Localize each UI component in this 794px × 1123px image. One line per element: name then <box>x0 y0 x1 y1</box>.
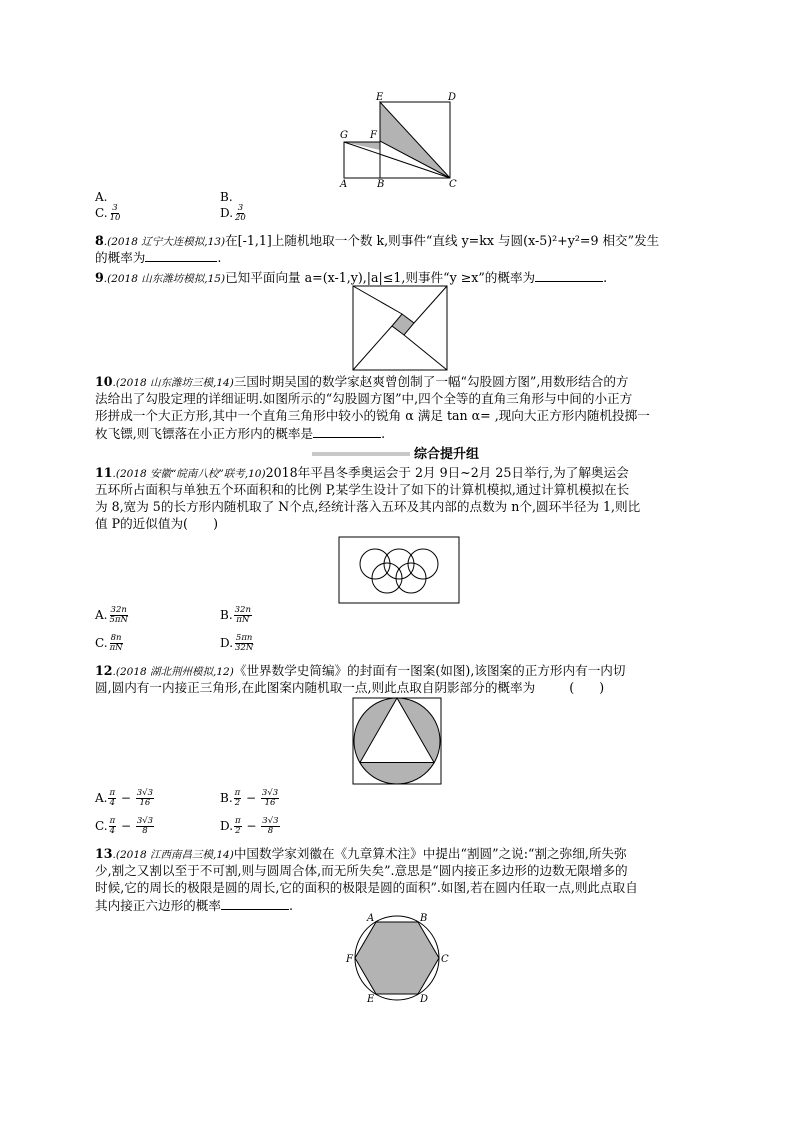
fig5-label-E: E <box>367 994 375 1003</box>
figure-pythagorean-square <box>352 285 448 371</box>
q10-line-3: 形拼成一个大正方形,其中一个直角三角形中较小的锐角 α 满足 tan α= ,现向大正方形内随机投掷一 <box>95 408 650 423</box>
q13-line-4: 其内接正六边形的概率 . <box>95 898 293 913</box>
q12-option-a: A. $\frac{\pi}{4}$ − $\frac{3√3}{16}$ <box>95 788 153 808</box>
fig1-label-C: C <box>449 179 457 190</box>
fig1-label-B: B <box>377 179 385 190</box>
q11-line-1: 11.(2018 安徽“皖南八校”联考,10)2018年平昌冬季奥运会于 2月 9日~2月 25日举行,为了解奥运会 <box>95 465 629 480</box>
q10-line-1: 10.(2018 山东潍坊三模,14)三国时期吴国的数学家赵爽曾创制了一幅“勾股圆方图”,用数形结合的方 <box>95 374 629 389</box>
q11-line-4: 值 P的近似值为( ) <box>95 516 219 531</box>
fig1-label-F: F <box>370 130 377 141</box>
q13-line-1: 13.(2018 江西南昌三模,14)中国数学家刘徽在《九章算术注》中提出“割圆”之说:“割之弥细,所失弥 <box>95 846 627 861</box>
q11-option-b: B. $\frac{32n}{\pi N}$ <box>220 605 251 625</box>
q7-option-a: A. <box>95 190 108 204</box>
figure-square-triangle <box>330 90 470 190</box>
q11-option-a: A. $\frac{32n}{5\pi N}$ <box>95 605 128 625</box>
fig1-label-E: E <box>376 92 384 103</box>
q12-line-1: 12.(2018 湖北荆州模拟,12)《世界数学史简编》的封面有一图案(如图),该图案的正方形内有一内切 <box>95 663 626 678</box>
q11-option-d: D. $\frac{5\pi n}{32N}$ <box>220 633 254 653</box>
figure-circle-triangle <box>352 697 442 785</box>
q11-line-3: 为 8,宽为 5的长方形内随机取了 N个点,经统计落入五环及其内部的点数为 n个,圆环半径为 1,则比 <box>95 499 641 514</box>
q7-option-d: D. $\frac{3}{20}$ <box>220 203 246 223</box>
fig5-label-C: C <box>441 954 449 965</box>
q9-line-1: 9.(2018 山东潍坊模拟,15)已知平面向量 a=(x-1,y),|a|≤1,则事件“y ≥x”的概率为 . <box>95 270 608 285</box>
q12-line-2: 圆,圆内有一内接正三角形,在此图案内随机取一点,则此点取自阴影部分的概率为 ( ) <box>95 680 605 695</box>
figure-hexagon-circle <box>345 913 449 1003</box>
fig5-label-B: B <box>420 913 428 924</box>
q11-option-c: C. $\frac{8n}{\pi N}$ <box>95 633 123 653</box>
section-divider-bar <box>312 452 410 456</box>
fig5-label-D: D <box>420 994 429 1003</box>
q12-option-d: D. $\frac{\pi}{2}$ − $\frac{3√3}{8}$ <box>220 816 279 836</box>
q10-line-2: 法给出了勾股定理的详细证明.如图所示的“勾股圆方图”中,四个全等的直角三角形与中间的小正方 <box>95 391 633 406</box>
q7-option-c: C. $\frac{3}{10}$ <box>95 203 121 223</box>
q8-line-2: 的概率为 . <box>95 250 222 265</box>
q12-option-c: C. $\frac{\pi}{4}$ − $\frac{3√3}{8}$ <box>95 816 154 836</box>
q7-option-b: B. <box>220 190 233 204</box>
fig5-label-F: F <box>346 954 353 965</box>
fig5-label-A: A <box>367 913 375 924</box>
figure-olympic-rings <box>338 536 460 604</box>
q11-line-2: 五环所占面积与单独五个环面积和的比例 P,某学生设计了如下的计算机模拟,通过计算机模拟在长 <box>95 482 630 497</box>
q12-option-b: B. $\frac{\pi}{2}$ − $\frac{3√3}{16}$ <box>220 788 279 808</box>
fig1-label-D: D <box>448 92 457 103</box>
q13-line-3: 时候,它的周长的极限是圆的周长,它的面积的极限是圆的面积”.如图,若在圆内任取一点,则此点取自 <box>95 880 638 895</box>
q8-line-1: 8.(2018 辽宁大连模拟,13)在[-1,1]上随机地取一个数 k,则事件“直线 y=kx 与圆(x-5)²+y²=9 相交”发生 <box>95 233 660 248</box>
q13-line-2: 少,割之又割以至于不可割,则与圆周合体,而无所失矣”.意思是“圆内接正多边形的边数无限增多的 <box>95 863 628 878</box>
fig1-label-A: A <box>340 179 348 190</box>
fig1-label-G: G <box>340 130 348 141</box>
section-title: 综合提升组 <box>414 447 480 462</box>
q10-line-4: 枚飞镖,则飞镖落在小正方形内的概率是 . <box>95 426 386 441</box>
